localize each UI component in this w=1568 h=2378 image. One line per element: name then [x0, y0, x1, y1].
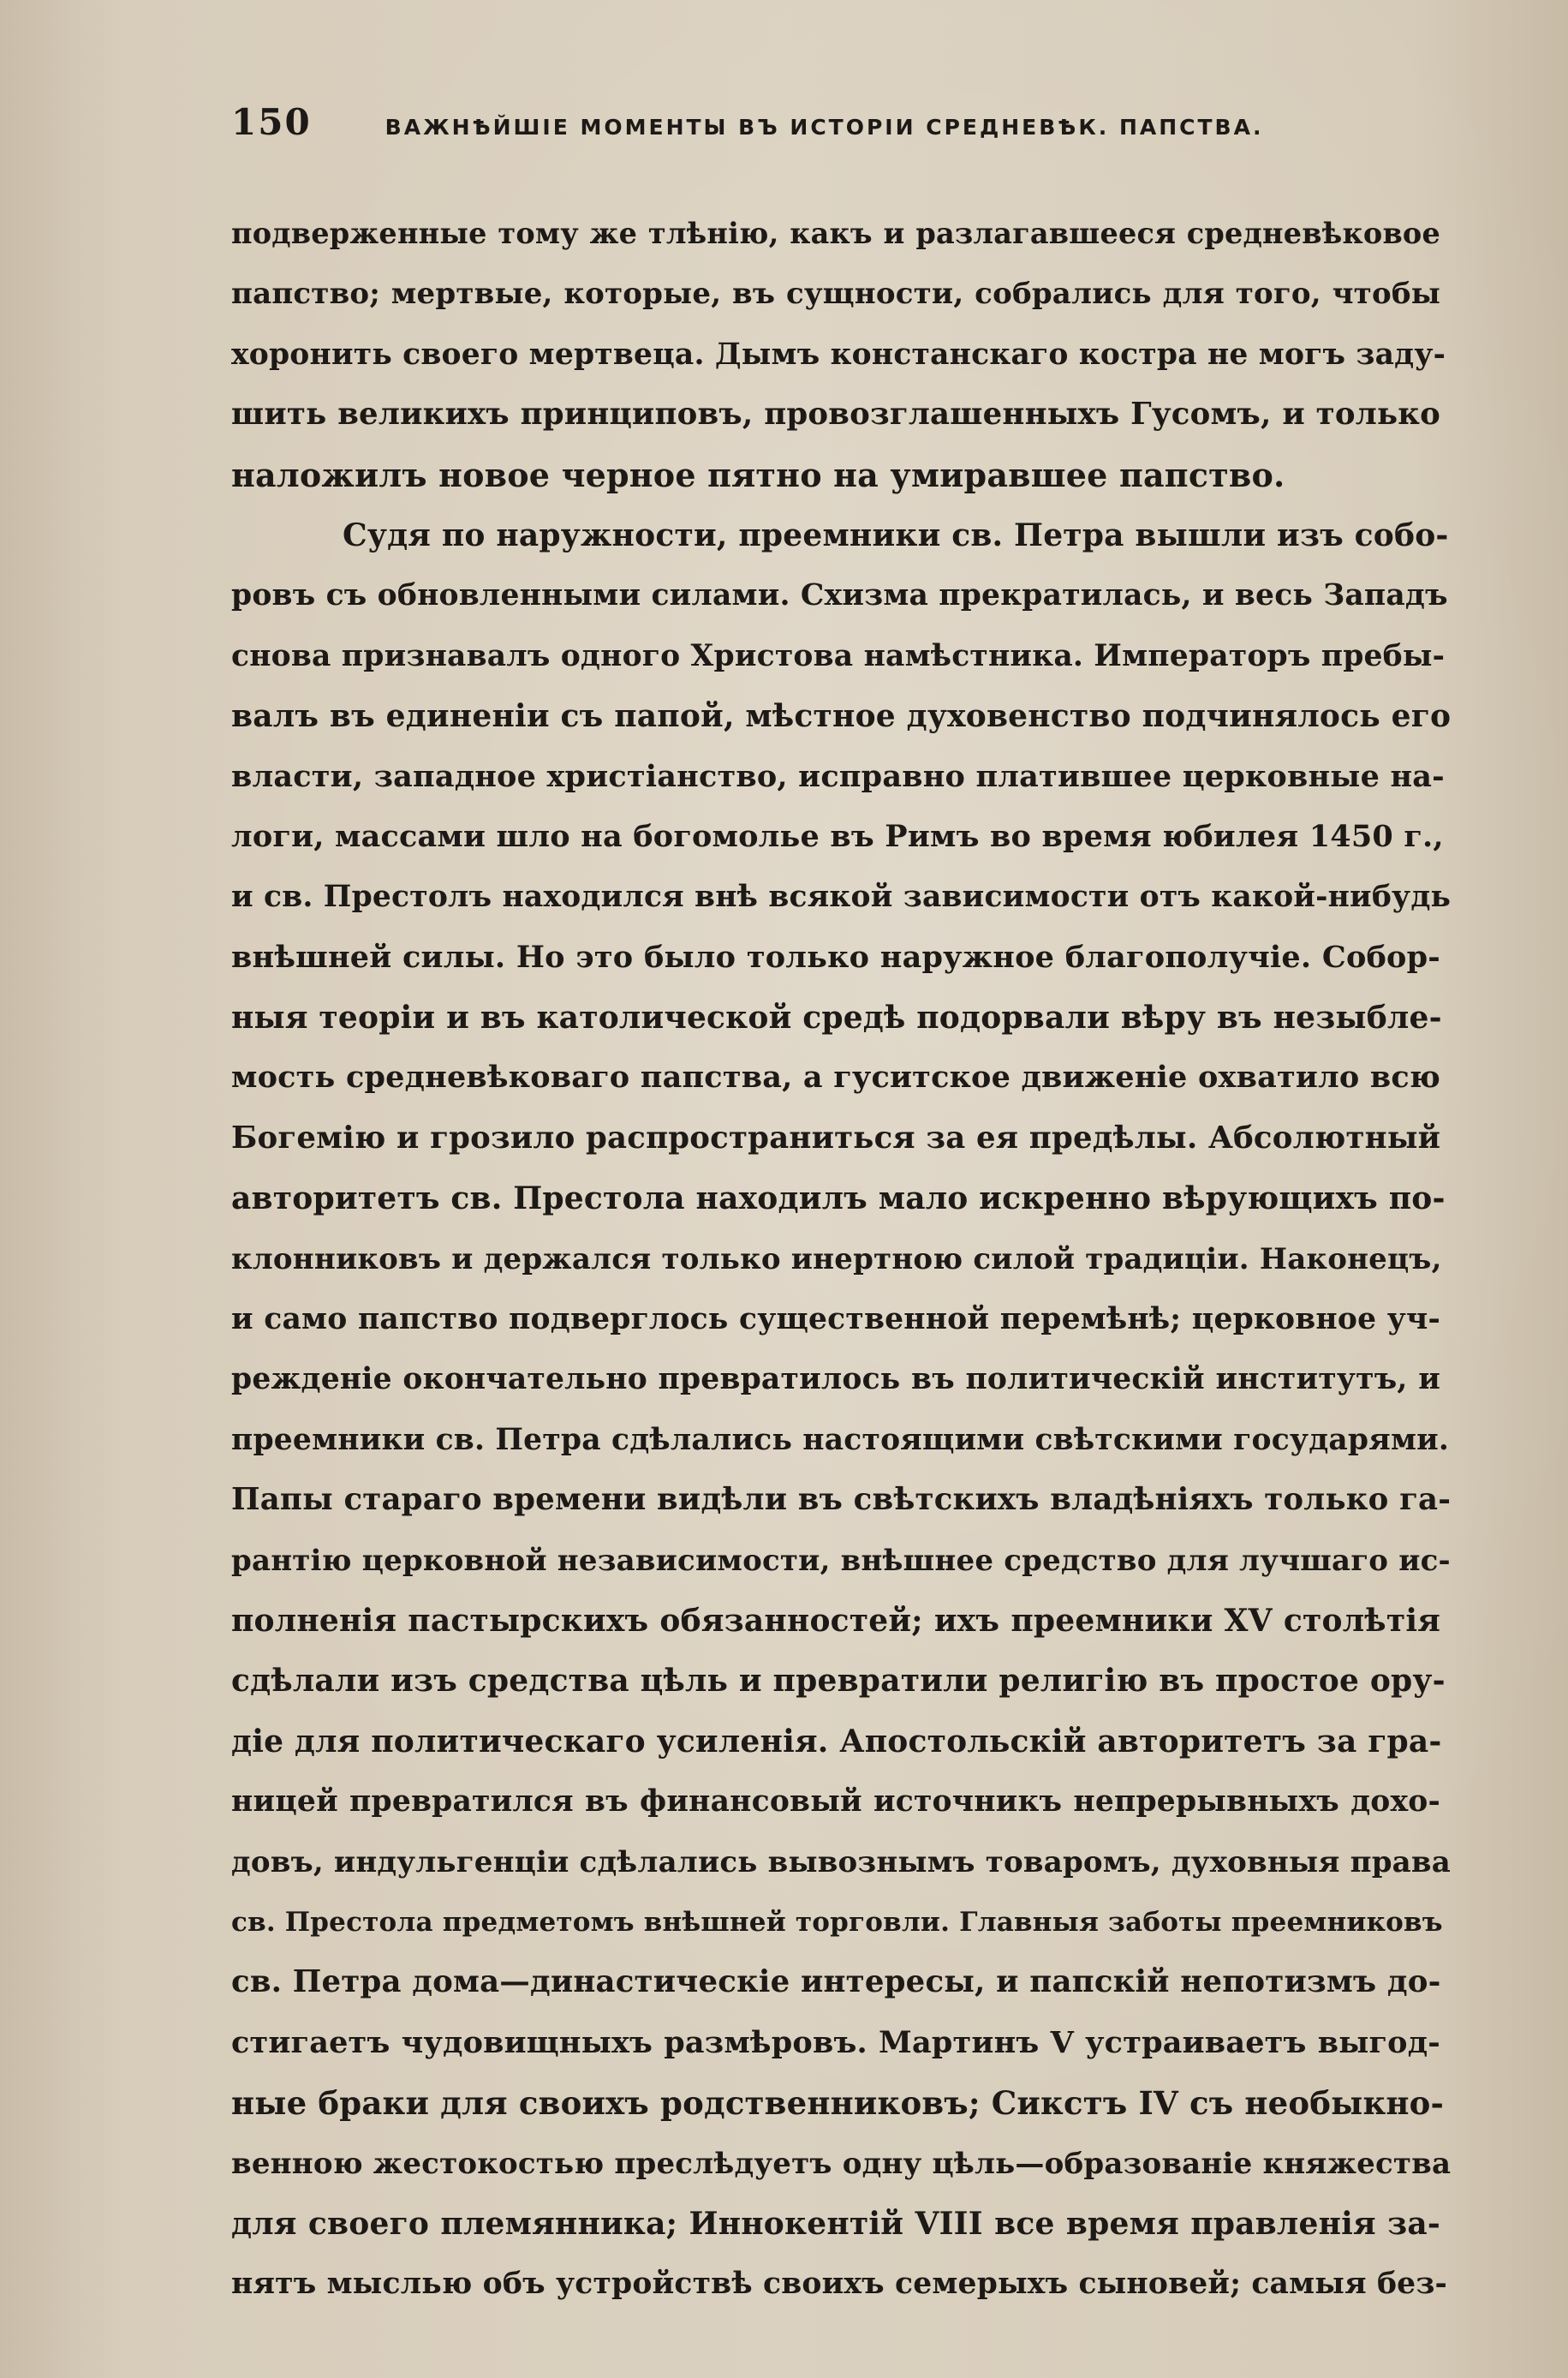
running-title: ВАЖНѢЙШІЕ МОМЕНТЫ ВЪ ИСТОРІИ СРЕДНЕВѢК. ПАПСТВА.: [385, 115, 1264, 140]
text-line: и само папство подверглось существенной перемѣнѣ; церковное уч-: [231, 1302, 1440, 1337]
text-line: св. Петра дома—династическіе интересы, и папскій непотизмъ до-: [231, 1964, 1441, 2000]
text-line: внѣшней силы. Но это было только наружное благополучіе. Собор-: [231, 939, 1440, 975]
text-line: ныя теоріи и въ католической средѣ подорвали вѣру въ незыбле-: [231, 1000, 1442, 1037]
text-line: венною жестокостью преслѣдуетъ одну цѣль—образованіе княжества: [231, 2146, 1452, 2181]
text-line: діе для политическаго усиленія. Апостольскій авторитетъ за гра-: [231, 1723, 1442, 1760]
text-line: полненія пастырскихъ обязанностей; ихъ преемники XV столѣтія: [231, 1602, 1440, 1639]
text-line: снова признавалъ одного Христова намѣстника. Императоръ пребы-: [231, 638, 1446, 673]
body-text: [231, 204, 1452, 2315]
text-line: преемники св. Петра сдѣлались настоящими свѣтскими государями.: [231, 1422, 1450, 1457]
text-line: стигаетъ чудовищныхъ размѣровъ. Мартинъ V устраиваетъ выгод-: [231, 2024, 1440, 2060]
text-line: ровъ съ обновленными силами. Схизма прекратилась, и весь Западъ: [231, 578, 1448, 613]
text-line: св. Престола предметомъ внѣшней торговли. Главныя заботы преемниковъ: [231, 1906, 1443, 1938]
text-line: Судя по наружности, преемники св. Петра вышли изъ собо-: [343, 517, 1449, 553]
text-line: мость средневѣковаго папства, а гуситское движеніе охватило всю: [231, 1060, 1440, 1096]
text-line: ницей превратился въ финансовый источникъ непрерывныхъ дохо-: [231, 1784, 1440, 1819]
text-line: рантію церковной независимости, внѣшнее средство для лучшаго ис-: [231, 1543, 1451, 1578]
page-number: 150: [231, 101, 312, 143]
text-line: Богемію и грозило распространиться за ея предѣлы. Абсолютный: [231, 1120, 1441, 1156]
text-line: довъ, индульгенціи сдѣлались вывознымъ товаромъ, духовныя права: [231, 1844, 1451, 1879]
text-line: власти, западное христіанство, исправно платившее церковные на-: [231, 758, 1445, 794]
text-line: подверженные тому же тлѣнію, какъ и разлагавшееся средневѣковое: [231, 217, 1440, 250]
text-line: шить великихъ принциповъ, провозглашенныхъ Гусомъ, и только: [231, 397, 1440, 433]
text-line: режденіе окончательно превратилось въ политическій институтъ, и: [231, 1362, 1440, 1397]
text-line: клонниковъ и держался только инертною силой традиціи. Наконецъ,: [231, 1241, 1442, 1276]
text-line: ные браки для своихъ родственниковъ; Сикстъ IV съ необыкно-: [231, 2084, 1445, 2123]
text-line: валъ въ единеніи съ папой, мѣстное духовенство подчинялось его: [231, 698, 1452, 735]
page-header: [231, 101, 1447, 161]
text-line: наложилъ новое черное пятно на умиравшее папство.: [231, 455, 1285, 494]
text-line: папство; мертвые, которые, въ сущности, собрались для того, чтобы: [231, 277, 1440, 312]
text-line: Папы стараго времени видѣли въ свѣтскихъ владѣніяхъ только га-: [231, 1482, 1452, 1518]
text-line: сдѣлали изъ средства цѣль и превратили религію въ простое ору-: [231, 1663, 1446, 1700]
text-line: для своего племянника; Иннокентій VIII все время правленія за-: [231, 2205, 1440, 2242]
text-line: логи, массами шло на богомолье въ Римъ во время юбилея 1450 г.,: [231, 818, 1444, 854]
text-line: и св. Престолъ находился внѣ всякой зависимости отъ какой-нибудь: [231, 880, 1452, 915]
text-line: хоронить своего мертвеца. Дымъ констанскаго костра не могъ заду-: [231, 337, 1446, 372]
text-line: авторитетъ св. Престола находилъ мало искренно вѣрующихъ по-: [231, 1180, 1446, 1217]
text-line: нятъ мыслью объ устройствѣ своихъ семерыхъ сыновей; самыя без-: [231, 2267, 1448, 2302]
